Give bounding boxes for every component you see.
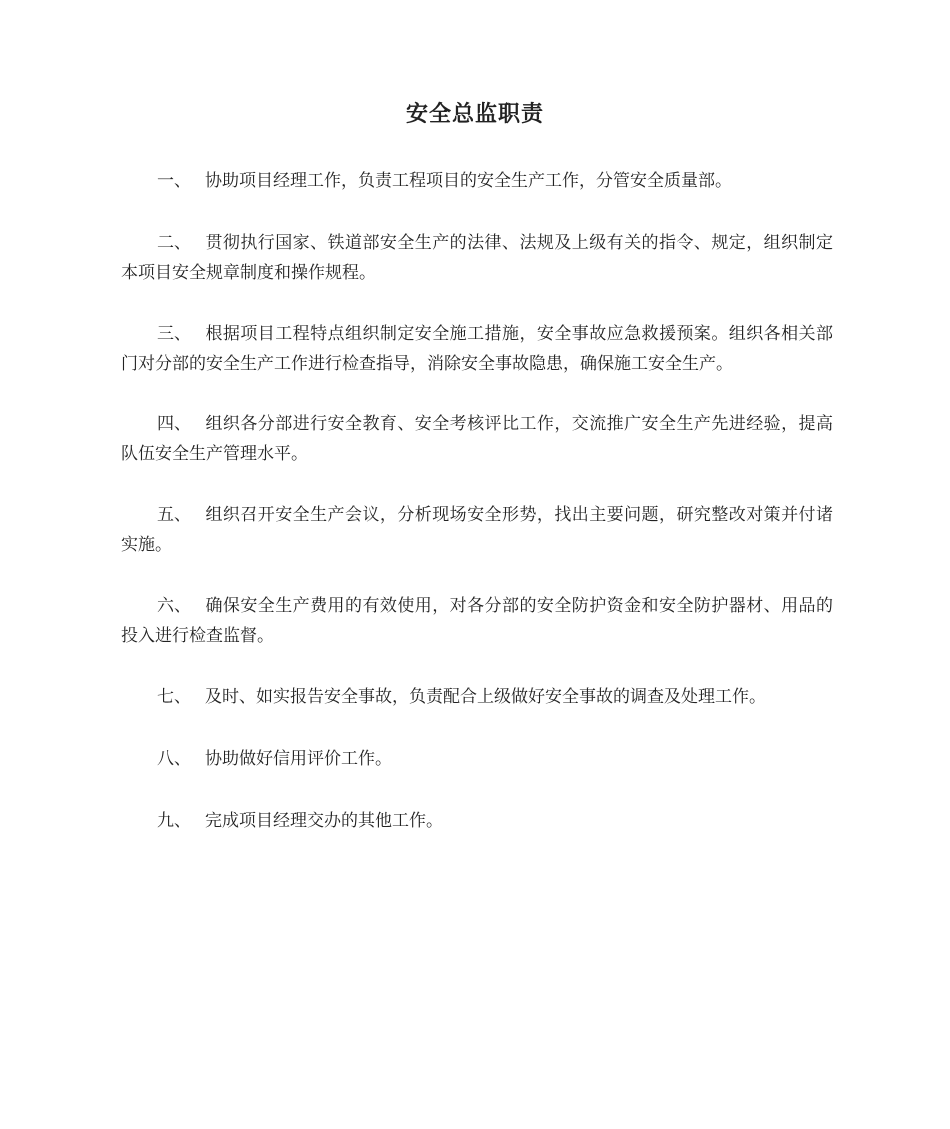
duty-item-5 bbox=[121, 500, 833, 560]
document-title: 安全总监职责 bbox=[405, 102, 544, 127]
item-number: 二、 bbox=[157, 233, 191, 253]
item-number: 六、 bbox=[157, 596, 191, 616]
item-text: 完成项目经理交办的其他工作。 bbox=[205, 811, 443, 831]
item-number: 一、 bbox=[157, 171, 191, 191]
item-number: 九、 bbox=[157, 811, 191, 831]
item-number: 七、 bbox=[157, 687, 191, 707]
item-number: 八、 bbox=[157, 749, 191, 769]
item-number: 五、 bbox=[157, 505, 191, 525]
item-text: 根据项目工程特点组织制定安全施工措施，安全事故应急救援预案。组织各相关部门对分部的安全生产工作进行检查指导，消除安全事故隐患，确保施工安全生产。 bbox=[121, 324, 833, 374]
item-text: 协助项目经理工作，负责工程项目的安全生产工作，分管安全质量部。 bbox=[205, 171, 732, 191]
item-text: 组织各分部进行安全教育、安全考核评比工作，交流推广安全生产先进经验，提高队伍安全生产管理水平。 bbox=[121, 414, 833, 464]
duty-item-6 bbox=[121, 591, 833, 651]
item-text: 确保安全生产费用的有效使用，对各分部的安全防护资金和安全防护器材、用品的投入进行检查监督。 bbox=[121, 596, 833, 646]
duty-item-2 bbox=[121, 228, 833, 288]
item-text: 及时、如实报告安全事故，负责配合上级做好安全事故的调查及处理工作。 bbox=[205, 687, 766, 707]
duty-item-7 bbox=[121, 682, 833, 712]
duty-item-1 bbox=[121, 166, 833, 196]
item-text: 协助做好信用评价工作。 bbox=[205, 749, 392, 769]
duty-item-4 bbox=[121, 409, 833, 469]
item-number: 三、 bbox=[157, 324, 191, 344]
item-text: 贯彻执行国家、铁道部安全生产的法律、法规及上级有关的指令、规定，组织制定本项目安全规章制度和操作规程。 bbox=[121, 233, 833, 283]
duty-item-8 bbox=[121, 744, 833, 774]
duty-item-9 bbox=[121, 806, 833, 836]
item-number: 四、 bbox=[157, 414, 191, 434]
duty-item-3 bbox=[121, 319, 833, 379]
item-text: 组织召开安全生产会议，分析现场安全形势，找出主要问题，研究整改对策并付诸实施。 bbox=[121, 505, 833, 555]
